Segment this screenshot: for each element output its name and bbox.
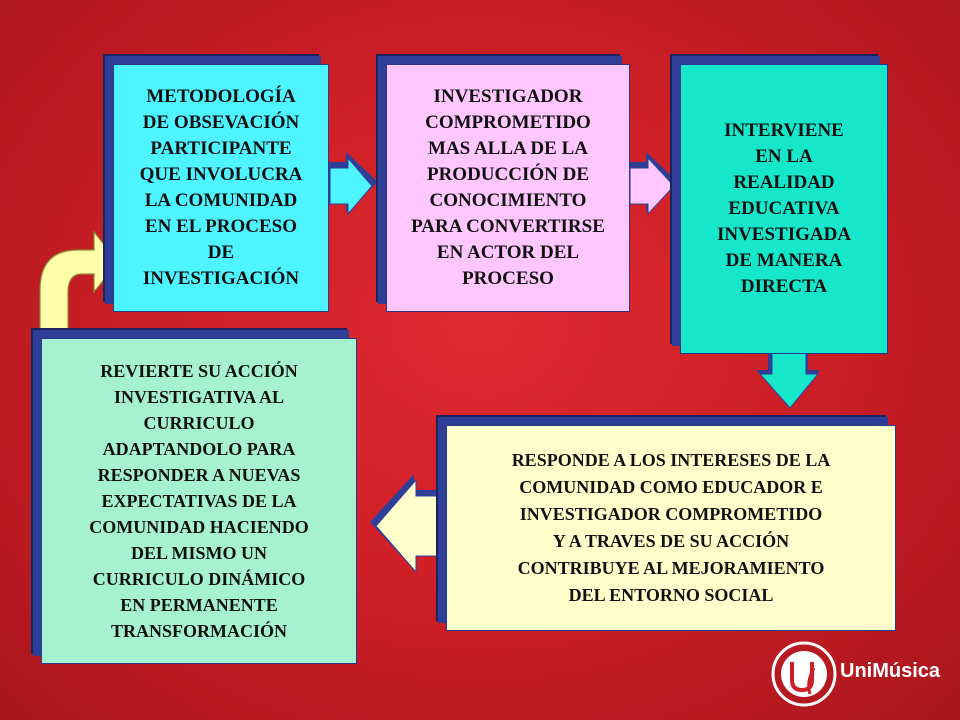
observation-line: DE OBSEVACIÓN (142, 112, 300, 133)
reverts-line: TRANSFORMACIÓN (110, 621, 287, 641)
intervene-line: DIRECTA (740, 276, 828, 297)
reverts-line: RESPONDER A NUEVAS (97, 465, 301, 485)
intervene-line: EN LA (755, 146, 813, 167)
responds-text (512, 447, 831, 609)
intervene-line: REALIDAD (733, 172, 835, 193)
researcher-line: MAS ALLA DE LA (428, 138, 588, 159)
observation-line: LA COMUNIDAD (144, 190, 298, 211)
logo-text: UniMúsica (840, 660, 941, 682)
responds-interests-box (446, 425, 896, 631)
observation-methodology-box (113, 64, 329, 312)
observation-line: INVESTIGACIÓN (142, 268, 300, 289)
observation-line: QUE INVOLUCRA (139, 164, 303, 185)
observation-line: PARTICIPANTE (150, 138, 292, 159)
responds-line: COMUNIDAD COMO EDUCADOR E (519, 477, 823, 497)
reverts-line: ADAPTANDOLO PARA (102, 439, 296, 459)
reverts-line: REVIERTE SU ACCIÓN (100, 361, 298, 381)
responds-line: INVESTIGADOR COMPROMETIDO (519, 504, 823, 524)
right-arrow-icon (628, 152, 678, 214)
down-arrow-icon (756, 352, 820, 408)
reverts-curriculum-box (41, 338, 357, 664)
responds-line: RESPONDE A LOS INTERESES DE LA (511, 450, 831, 470)
observation-text (140, 84, 303, 292)
reverts-line: COMUNIDAD HACIENDO (89, 517, 309, 537)
reverts-text (89, 358, 309, 644)
researcher-line: CONOCIMIENTO (429, 190, 587, 211)
responds-line: Y A TRAVES DE SU ACCIÓN (552, 531, 790, 551)
reverts-line: INVESTIGATIVA AL (114, 387, 284, 407)
intervene-line: EDUCATIVA (728, 198, 840, 219)
researcher-line: COMPROMETIDO (425, 112, 591, 133)
researcher-line: INVESTIGADOR (433, 86, 583, 107)
intervene-line: INVESTIGADA (716, 224, 852, 245)
intervene-line: DE MANERA (725, 250, 843, 271)
observation-line: DE (207, 242, 235, 263)
observation-line: EN EL PROCESO (144, 216, 298, 237)
reverts-line: CURRICULO DINÁMICO (92, 569, 306, 589)
reverts-line: DEL MISMO UN (130, 543, 267, 563)
researcher-line: EN ACTOR DEL (436, 242, 580, 263)
reverts-line: CURRICULO (143, 413, 255, 433)
right-arrow-icon (327, 152, 378, 214)
responds-line: CONTRIBUYE AL MEJORAMIENTO (517, 558, 825, 578)
curved-up-arrow-icon (40, 232, 118, 338)
researcher-text (411, 84, 605, 292)
observation-line: METODOLOGÍA (146, 86, 296, 107)
intervene-line: INTERVIENE (724, 120, 844, 141)
responds-line: DEL ENTORNO SOCIAL (568, 585, 774, 605)
researcher-line: PARA CONVERTIRSE (411, 216, 605, 237)
intervenes-reality-box (680, 64, 888, 354)
researcher-line: PROCESO (462, 268, 554, 289)
reverts-line: EN PERMANENTE (120, 595, 278, 615)
reverts-line: EXPECTATIVAS DE LA (101, 491, 297, 511)
researcher-line: PRODUCCIÓN DE (426, 164, 589, 185)
committed-researcher-box (386, 64, 630, 312)
intervene-text (717, 118, 851, 300)
left-arrow-icon (370, 474, 446, 572)
